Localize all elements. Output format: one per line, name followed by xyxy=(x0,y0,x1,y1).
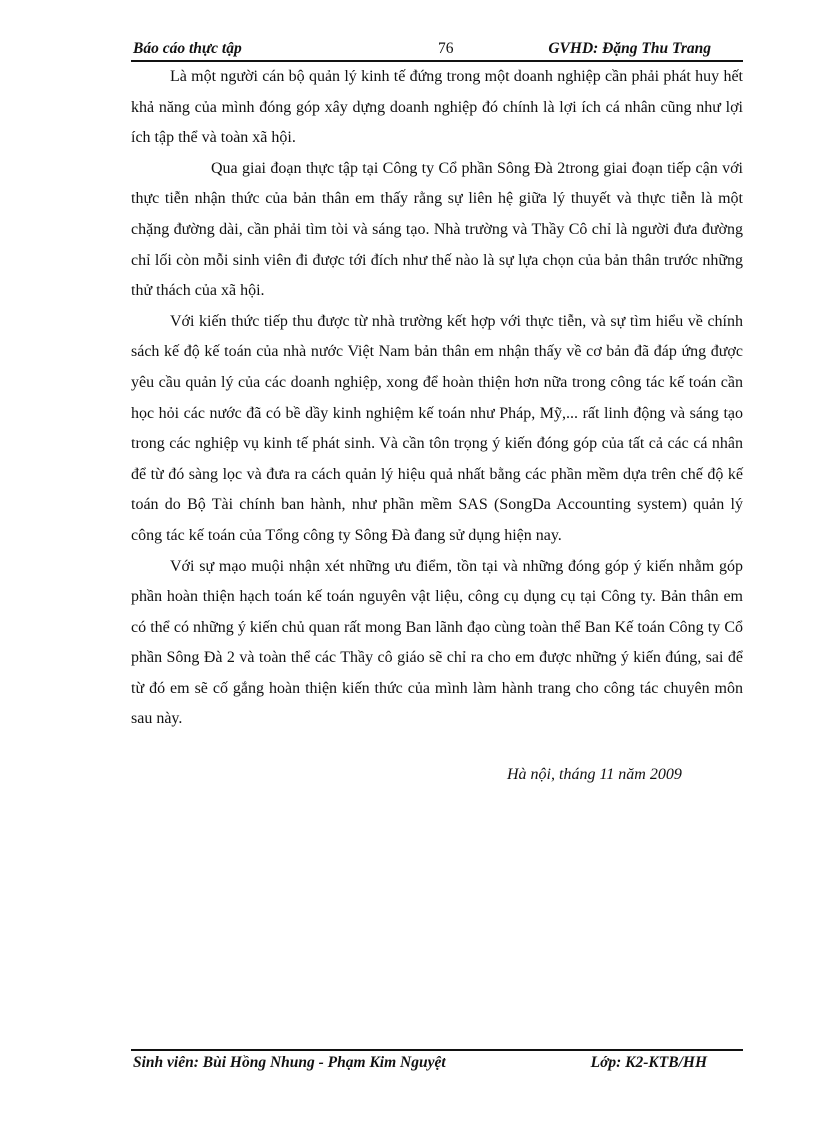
page-header xyxy=(131,38,743,60)
footer-students: Sinh viên: Bùi Hồng Nhung - Phạm Kim Nguyệt xyxy=(133,1054,446,1071)
header-supervisor: GVHD: Đặng Thu Trang xyxy=(548,40,711,57)
page-number: 76 xyxy=(438,40,454,57)
paragraph-3: Với kiến thức tiếp thu được từ nhà trường kết hợp với thực tiễn, và sự tìm hiểu về chính sách kế độ kế toán của nhà nước Việt Nam bản thân em nhận thấy về cơ bản đã đáp ứng được yêu cầu quản lý của các doanh nghiệp, xong để hoàn thiện hơn nữa trong công tác kế toán cần học hỏi các nước đã có bề dầy kinh nghiệm kế toán như Pháp, Mỹ,... rất linh động và sáng tạo trong các nghiệp vụ kinh tế phát sinh. Và cần tôn trọng ý kiến đóng góp của tất cả các cá nhân để từ đó sàng lọc và đưa ra cách quản lý hiệu quả nhất bằng các phần mềm dựa trên chế độ kế toán do Bộ Tài chính ban hành, như phần mềm SAS (SongDa Accounting system) quản lý công tác kế toán của Tổng công ty Sông Đà đang sử dụng hiện nay. xyxy=(131,312,743,544)
document-body xyxy=(131,62,743,735)
paragraph-2: Qua giai đoạn thực tập tại Công ty Cổ phần Sông Đà 2trong giai đoạn tiếp cận với thực tiễn nhận thức của bản thân em thấy rằng sự liên hệ giữa lý thuyết và thực tiễn là một chặng đường dài, cần phải tìm tòi và sáng tạo. Nhà trường và Thầy Cô chỉ là người đưa đường chỉ lối còn mỗi sinh viên đi được tới đích như thế nào là sự lựa chọn của bản thân trước những thử thách của xã hội. xyxy=(131,159,743,300)
date-signature: Hà nội, tháng 11 năm 2009 xyxy=(507,766,682,783)
paragraph-4: Với sự mạo muội nhận xét những ưu điểm, tồn tại và những đóng góp ý kiến nhằm góp phần hoàn thiện hạch toán kế toán nguyên vật liệu, công cụ dụng cụ tại Công ty. Bản thân em có thể có những ý kiến chủ quan rất mong Ban lãnh đạo cùng toàn thể Ban Kế toán Công ty Cổ phần Sông Đà 2 và toàn thể các Thầy cô giáo sẽ chỉ ra cho em được những ý kiến đúng, sai để từ đó em sẽ cố gắng hoàn thiện kiến thức của mình làm hành trang cho công tác chuyên môn sau này. xyxy=(131,557,743,728)
paragraph-1: Là một người cán bộ quản lý kinh tế đứng trong một doanh nghiệp cần phải phát huy hết khả năng của mình đóng góp xây dựng doanh nghiệp đó chính là lợi ích cá nhân cũng như lợi ích tập thể và toàn xã hội. xyxy=(131,68,743,147)
page-footer xyxy=(131,1053,743,1075)
footer-class: Lớp: K2-KTB/HH xyxy=(590,1054,707,1071)
footer-divider xyxy=(131,1049,743,1051)
header-report-title: Báo cáo thực tập xyxy=(133,40,242,57)
